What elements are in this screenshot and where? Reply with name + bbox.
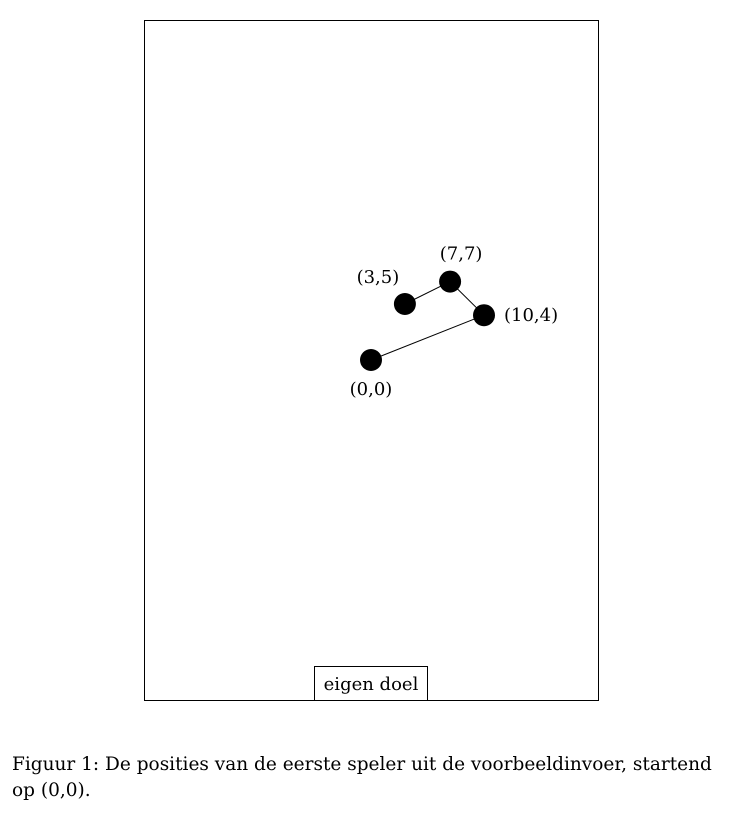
caption-label: Figuur 1: <box>12 754 100 775</box>
point-label: (7,7) <box>439 243 483 265</box>
path-lines <box>371 282 484 360</box>
position-point <box>439 271 461 293</box>
path-segment <box>371 315 484 360</box>
goal-label: eigen doel <box>323 674 419 695</box>
figure-caption <box>12 752 734 804</box>
path-labels <box>350 244 558 400</box>
point-label: (0,0) <box>349 379 393 400</box>
point-label: (10,4) <box>504 305 559 327</box>
position-point <box>394 293 416 315</box>
point-label: (3,5) <box>356 267 400 288</box>
caption-text: De posities van de eerste speler uit de voorbeeldinvoer, startend op (0,0). <box>12 754 712 801</box>
position-point <box>360 349 382 371</box>
position-point <box>473 304 495 326</box>
